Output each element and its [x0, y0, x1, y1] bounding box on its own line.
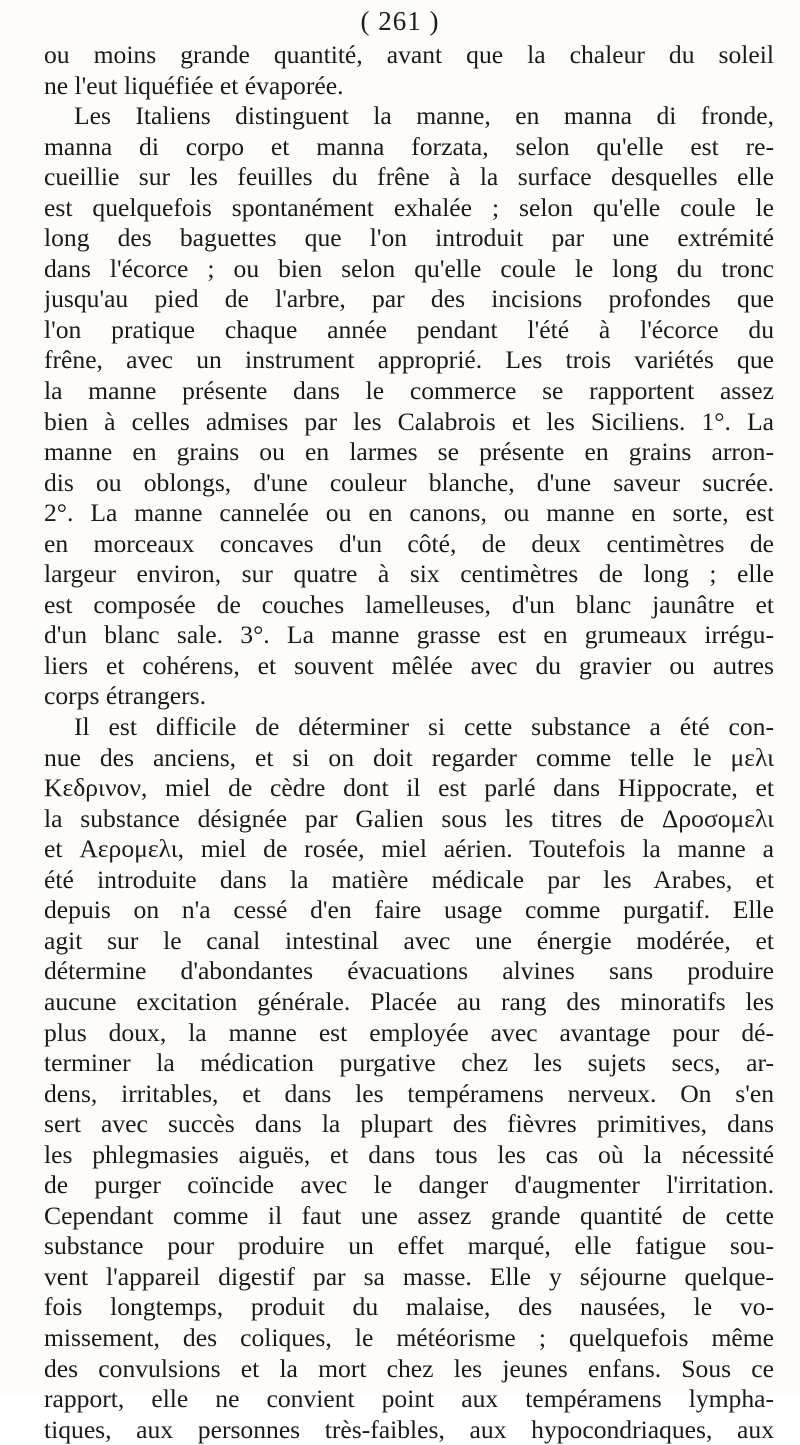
text-line: tiques, aux personnes très-faibles, aux hypocondriaques, aux [44, 1414, 774, 1444]
text-line: Il est difficile de déterminer si cette substance a été con- [74, 712, 774, 742]
text-line: la substance désignée par Galien sous les titres de Δροσομελι [44, 803, 774, 833]
text-line: été introduite dans la matière médicale par les Arabes, et [44, 864, 774, 894]
text-line: dans l'écorce ; ou bien selon qu'elle coule le long du tronc [44, 253, 774, 283]
text-line: frêne, avec un instrument approprié. Les trois variétés que [44, 345, 774, 375]
text-line: jusqu'au pied de l'arbre, par des incisions profondes que [44, 284, 774, 314]
text-line: est quelquefois spontanément exhalée ; selon qu'elle coule le [44, 192, 774, 222]
text-line: agit sur le canal intestinal avec une énergie modérée, et [44, 925, 774, 955]
text-line: depuis on n'a cessé d'en faire usage comme purgatif. Elle [44, 895, 774, 925]
text-line: détermine d'abondantes évacuations alvines sans produire [44, 956, 774, 986]
text-line: vent l'appareil digestif par sa masse. Elle y séjourne quelque- [44, 1261, 774, 1291]
text-line: fois longtemps, produit du malaise, des nausées, le vo- [44, 1292, 774, 1322]
text-line: terminer la médication purgative chez les sujets secs, ar- [44, 1048, 774, 1078]
text-line: long des baguettes que l'on introduit par une extrémité [44, 223, 774, 253]
text-line: missement, des coliques, le météorisme ; quelquefois même [44, 1322, 774, 1352]
text-line: liers et cohérens, et souvent mêlée avec du gravier ou autres [44, 650, 774, 680]
text-line: manne en grains ou en larmes se présente en grains arron- [44, 437, 774, 467]
text-line: en morceaux concaves d'un côté, de deux centimètres de [44, 528, 774, 558]
text-line: nue des anciens, et si on doit regarder comme telle le μελι [44, 742, 774, 772]
text-line: ne l'eut liquéfiée et évaporée. [44, 70, 344, 100]
text-line: Les Italiens distinguent la manne, en manna di fronde, [74, 101, 774, 131]
text-line: les phlegmasies aiguës, et dans tous les cas où la nécessité [44, 1139, 774, 1169]
text-line: manna di corpo et manna forzata, selon qu'elle est re- [44, 131, 774, 161]
text-line: des convulsions et la mort chez les jeunes enfans. Sous ce [44, 1353, 774, 1383]
text-line: 2°. La manne cannelée ou en canons, ou manne en sorte, est [44, 498, 774, 528]
page-number: ( 261 ) [360, 6, 440, 36]
text-line: est composée de couches lamelleuses, d'un blanc jaunâtre et [44, 589, 774, 619]
text-line: plus doux, la manne est employée avec avantage pour dé- [44, 1017, 774, 1047]
text-line: de purger coïncide avec le danger d'augmenter l'irritation. [44, 1170, 774, 1200]
text-line: dis ou oblongs, d'une couleur blanche, d'une saveur sucrée. [44, 467, 774, 497]
text-line: corps étrangers. [44, 681, 207, 711]
text-line: dens, irritables, et dans les tempéramens nerveux. On s'en [44, 1078, 774, 1108]
text-line: cueillie sur les feuilles du frêne à la surface desquelles elle [44, 162, 774, 192]
text-line: sert avec succès dans la plupart des fièvres primitives, dans [44, 1109, 774, 1139]
text-line: aucune excitation générale. Placée au rang des minoratifs les [44, 986, 774, 1016]
text-line: substance pour produire un effet marqué, elle fatigue sou- [44, 1231, 774, 1261]
text-line: bien à celles admises par les Calabrois et les Siciliens. 1°. La [44, 406, 774, 436]
text-line: l'on pratique chaque année pendant l'été à l'écorce du [44, 314, 774, 344]
text-line: Κεδρινον, miel de cèdre dont il est parlé dans Hippocrate, et [44, 773, 774, 803]
text-line: largeur environ, sur quatre à six centimètres de long ; elle [44, 559, 774, 589]
text-line: rapport, elle ne convient point aux tempéramens lympha- [44, 1384, 774, 1414]
text-line: Cependant comme il faut une assez grande quantité de cette [44, 1200, 774, 1230]
text-line: la manne présente dans le commerce se rapportent assez [44, 376, 774, 406]
text-line: ou moins grande quantité, avant que la chaleur du soleil [44, 40, 774, 69]
text-line: et Αερομελι, miel de rosée, miel aérien. Toutefois la manne a [44, 834, 774, 864]
text-line: d'un blanc sale. 3°. La manne grasse est en grumeaux irrégu- [44, 620, 774, 650]
body-text [44, 40, 774, 1445]
